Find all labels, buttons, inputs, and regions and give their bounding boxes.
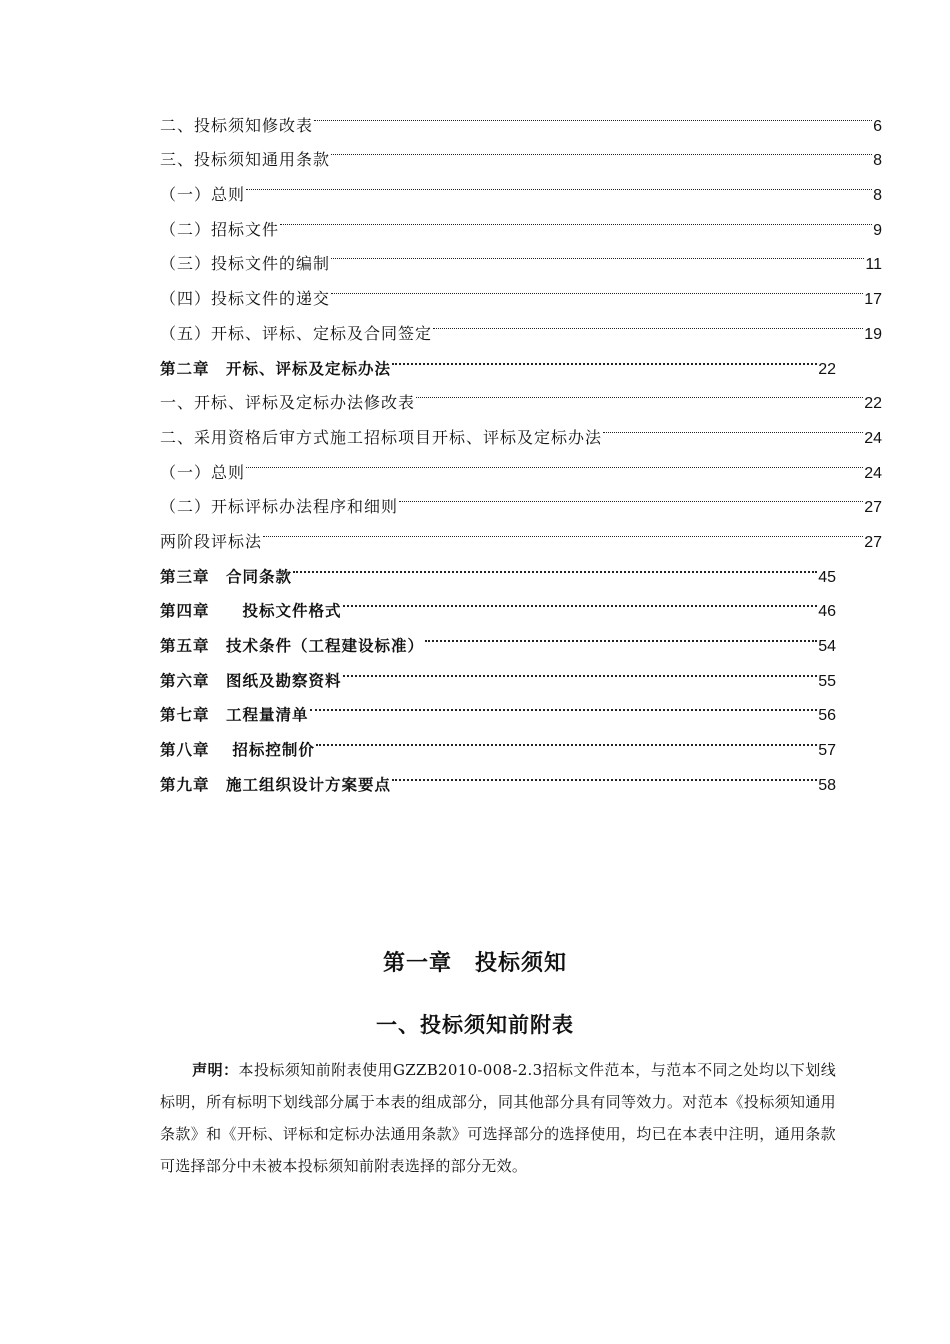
chapter-heading: 第一章 投标须知 [382, 951, 567, 976]
toc-leader-dots [293, 547, 817, 582]
toc-entry-page: 22 [864, 395, 882, 413]
toc-entry-page: 6 [873, 117, 882, 135]
table-of-contents [160, 96, 882, 794]
toc-entry-label: （四）投标文件的递交 [160, 289, 331, 309]
toc-leader-dots [603, 408, 863, 443]
toc-entry-page: 24 [864, 429, 882, 447]
toc-entry-label: 第七章 工程量清单 [160, 706, 309, 725]
toc-entry-label: 第六章 图纸及勘察资料 [160, 671, 342, 690]
toc-leader-dots [314, 96, 872, 131]
toc-leader-dots [246, 165, 872, 200]
toc-leader-dots [343, 582, 818, 617]
toc-entry-page: 54 [818, 638, 836, 655]
toc-entry-label: 三、投标须知通用条款 [160, 150, 331, 170]
toc-leader-dots [310, 686, 818, 721]
toc-leader-dots [425, 616, 817, 651]
toc-entry-label: 第四章 投标文件格式 [160, 602, 342, 621]
statement-paragraph [160, 1054, 836, 1182]
toc-entry-label: 两阶段评标法 [160, 531, 263, 551]
toc-entry-label: （一）总则 [160, 185, 246, 205]
toc-entry-page: 58 [818, 776, 836, 794]
toc-entry-page: 56 [818, 707, 836, 725]
toc-entry-label: 第三章 合同条款 [160, 567, 293, 586]
toc-entry-label: （二）招标文件 [160, 219, 280, 239]
toc-leader-dots [263, 512, 863, 547]
toc-entry[interactable] [160, 165, 882, 205]
toc-entry[interactable] [160, 200, 882, 239]
toc-entry-label: （三）投标文件的编制 [160, 254, 331, 274]
toc-leader-dots [416, 374, 863, 409]
toc-entry-label: 第五章 技术条件（工程建设标准） [160, 637, 425, 655]
toc-entry-page: 55 [818, 672, 836, 690]
toc-entry-page: 11 [865, 256, 882, 274]
toc-entry-label: （一）总则 [160, 462, 246, 482]
toc-entry-page: 9 [873, 221, 882, 239]
toc-entry-page: 8 [873, 152, 882, 170]
toc-leader-dots [399, 478, 863, 513]
toc-entry-label: （五）开标、评标、定标及合同签定 [160, 323, 433, 343]
toc-entry-page: 22 [818, 360, 836, 378]
toc-leader-dots [246, 443, 863, 478]
toc-leader-dots [392, 339, 817, 374]
toc-entry-label: 第二章 开标、评标及定标办法 [160, 359, 392, 378]
toc-entry-label: 第九章 施工组织设计方案要点 [160, 775, 392, 794]
toc-leader-dots [331, 131, 872, 166]
toc-leader-dots [392, 755, 817, 790]
toc-leader-dots [331, 269, 863, 304]
toc-leader-dots [316, 720, 817, 755]
toc-entry-page: 8 [873, 187, 882, 205]
statement-lead: 声明： [192, 1061, 239, 1079]
toc-entry-page: 24 [864, 464, 882, 482]
toc-entry-page: 57 [818, 742, 836, 760]
toc-leader-dots [433, 304, 863, 339]
toc-entry-page: 46 [818, 603, 836, 621]
toc-entry-page: 27 [864, 533, 882, 551]
toc-entry-label: 一、开标、评标及定标办法修改表 [160, 393, 416, 413]
toc-leader-dots [331, 235, 864, 270]
toc-entry[interactable] [160, 512, 882, 551]
section-heading: 一、投标须知前附表 [376, 1013, 574, 1037]
toc-entry-page: 17 [864, 291, 882, 309]
toc-entry[interactable] [160, 478, 882, 517]
toc-entry-page: 19 [864, 325, 882, 343]
toc-entry-label: 二、投标须知修改表 [160, 115, 314, 135]
toc-entry[interactable] [160, 96, 882, 135]
toc-entry-page: 45 [818, 568, 836, 586]
toc-entry-label: （二）开标评标办法程序和细则 [160, 497, 399, 517]
toc-leader-dots [343, 651, 818, 686]
toc-entry-label: 第八章 招标控制价 [160, 741, 315, 760]
toc-entry-page: 27 [864, 499, 882, 517]
statement-body: 本投标须知前附表使用GZZB2010-008-2.3招标文件范本，与范本不同之处均以下划线标明，所有标明下划线部分属于本表的组成部分，同其他部分具有同等效力。对范本《投标须知通用条款》和《开标、评标和定标办法通用条款》可选择部分的选择使用，均已在本表中注明，通用条款可选择部分中未被本投标须知前附表选择的部分无效。 [160, 1061, 836, 1175]
toc-entry[interactable] [160, 443, 882, 482]
toc-entry-label: 二、采用资格后审方式施工招标项目开标、评标及定标办法 [160, 427, 603, 447]
toc-leader-dots [280, 200, 872, 235]
